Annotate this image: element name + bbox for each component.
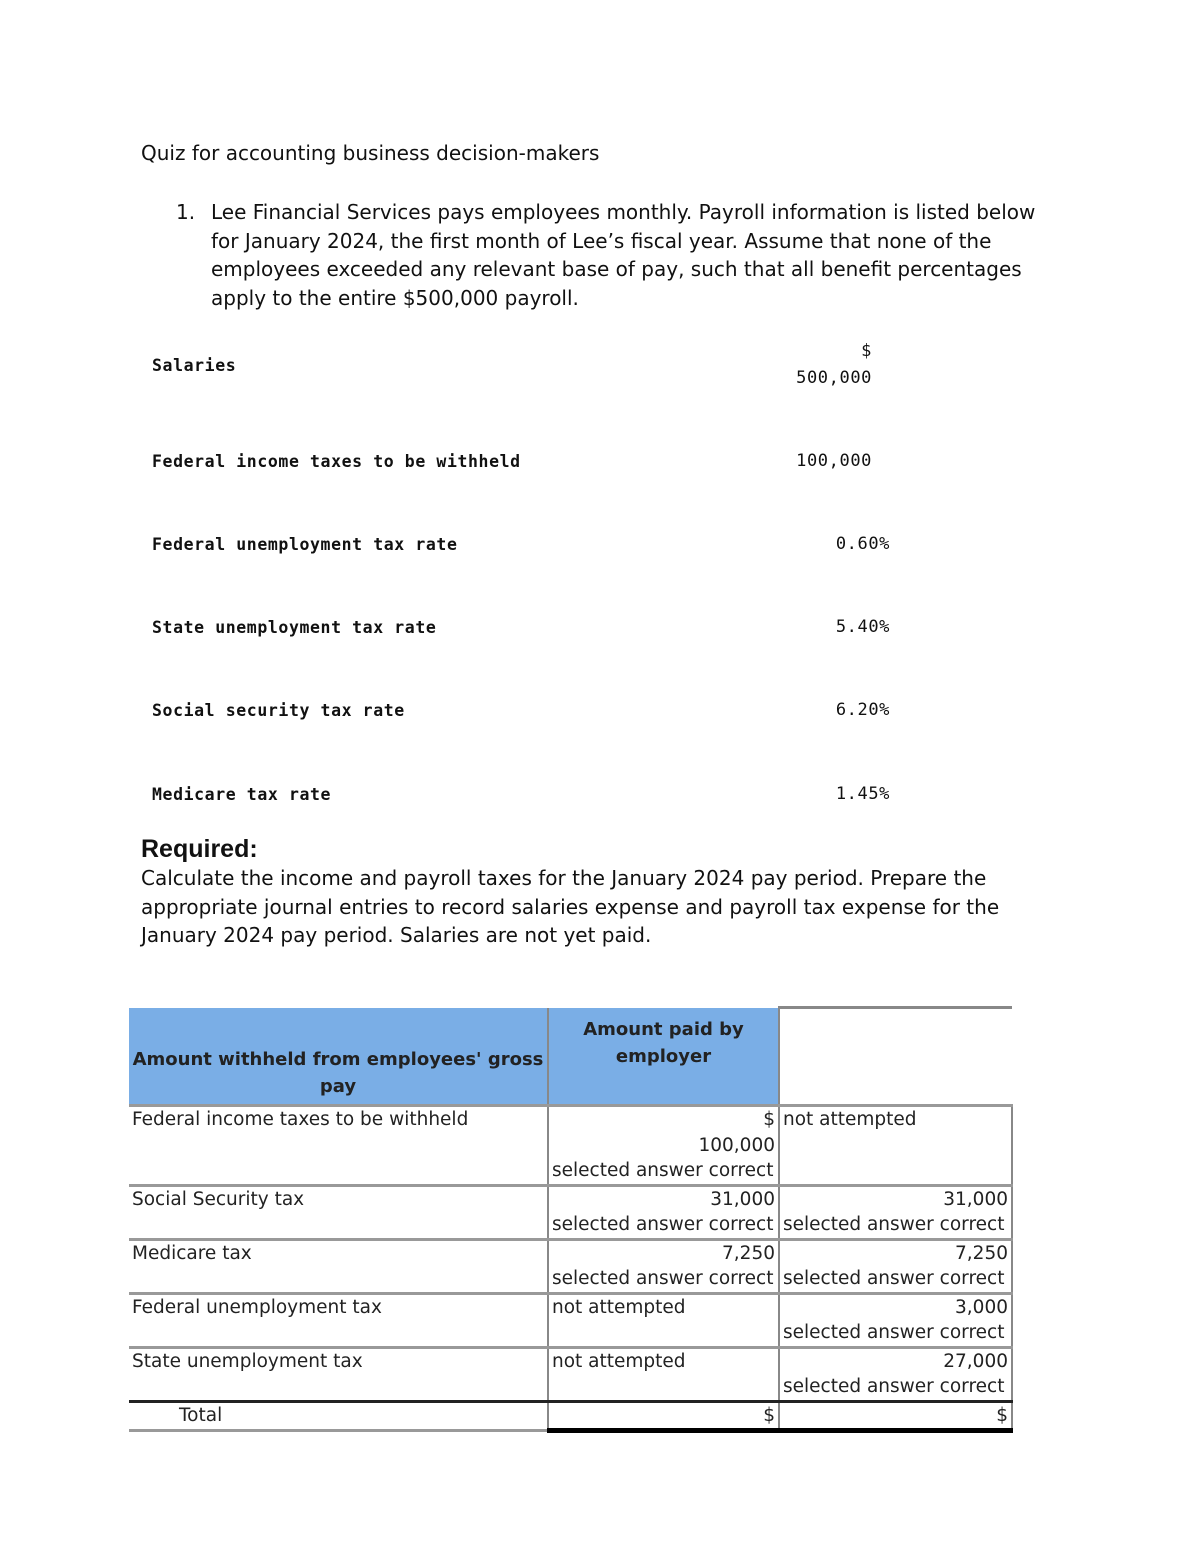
- info-label-futa-rate: Federal unemployment tax rate: [152, 535, 458, 554]
- question-text: Lee Financial Services pays employees monthly. Payroll information is listed below for January 2024, the first month of Lee’s fiscal year. Assume that none of the employees exceeded any relevant base of pay, such that all benefit percentages apply to the entire $500,000 payroll.: [211, 200, 1036, 310]
- employer-amount: 31,000: [943, 1188, 1008, 1210]
- answer-status: selected answer correct: [783, 1376, 1005, 1397]
- table-row: [129, 1293, 1012, 1347]
- payroll-tax-answer-table: [129, 1006, 1013, 1433]
- employer-amount: not attempted: [783, 1109, 917, 1130]
- currency-symbol: $: [763, 1109, 775, 1130]
- withheld-amount: 31,000: [710, 1188, 775, 1210]
- employer-amount: 3,000: [955, 1296, 1008, 1318]
- withheld-cell[interactable]: [548, 1347, 779, 1401]
- info-label-salaries: Salaries: [152, 356, 237, 375]
- row-label: Federal unemployment tax: [129, 1293, 548, 1347]
- total-withheld-cell[interactable]: [548, 1401, 779, 1430]
- info-label-medicare-rate: Medicare tax rate: [152, 785, 332, 804]
- row-label: Social Security tax: [129, 1185, 548, 1239]
- row-label: Federal income taxes to be withheld: [129, 1106, 548, 1186]
- answer-status: selected answer correct: [783, 1214, 1005, 1235]
- question-1: [176, 198, 1056, 312]
- employer-cell[interactable]: [779, 1347, 1012, 1401]
- answer-status: selected answer correct: [552, 1160, 774, 1181]
- withheld-amount: 7,250: [722, 1242, 775, 1264]
- required-text: Calculate the income and payroll taxes for the January 2024 pay period. Prepare the appropriate journal entries to record salaries expense and payroll tax expense for the January 2024 pay period. Salaries are not yet paid.: [141, 866, 1000, 948]
- employer-amount: 7,250: [955, 1242, 1008, 1264]
- info-value-medicare-rate: 1.45%: [835, 784, 890, 804]
- withheld-cell[interactable]: [548, 1293, 779, 1347]
- info-value-futa-rate: 0.60%: [835, 534, 890, 554]
- employer-cell[interactable]: [779, 1185, 1012, 1239]
- table-row: [129, 1347, 1012, 1401]
- info-label-social-security-rate: Social security tax rate: [152, 701, 405, 720]
- info-value-federal-income-tax: 100,000: [796, 451, 872, 471]
- row-label: Medicare tax: [129, 1239, 548, 1293]
- withheld-amount: 100,000: [698, 1134, 775, 1156]
- employer-cell[interactable]: [779, 1239, 1012, 1293]
- withheld-cell[interactable]: [548, 1185, 779, 1239]
- total-employer-cell[interactable]: [779, 1401, 1012, 1430]
- withheld-cell[interactable]: [548, 1106, 779, 1186]
- info-currency-salaries: $: [861, 341, 872, 361]
- employer-cell[interactable]: [779, 1293, 1012, 1347]
- total-label: Total: [129, 1401, 548, 1430]
- question-number: 1.: [176, 200, 196, 224]
- info-value-salaries: 500,000: [796, 368, 872, 388]
- currency-symbol: $: [763, 1404, 775, 1426]
- employer-amount: 27,000: [943, 1350, 1008, 1372]
- required-heading: Required:: [141, 835, 258, 863]
- document-title: Quiz for accounting business decision-makers: [141, 141, 600, 165]
- answer-status: selected answer correct: [552, 1268, 774, 1289]
- info-value-suta-rate: 5.40%: [835, 617, 890, 637]
- table-row: [129, 1185, 1012, 1239]
- header-employer: Amount paid by employer: [548, 1008, 779, 1106]
- answer-status: selected answer correct: [552, 1214, 774, 1235]
- header-blank: [779, 1008, 1012, 1106]
- table-row: [129, 1239, 1012, 1293]
- table-row: [129, 1106, 1012, 1186]
- withheld-amount: not attempted: [552, 1350, 686, 1372]
- answer-status: selected answer correct: [783, 1322, 1005, 1343]
- withheld-cell[interactable]: [548, 1239, 779, 1293]
- header-withheld: Amount withheld from employees' gross pay: [129, 1008, 548, 1106]
- info-value-social-security-rate: 6.20%: [835, 700, 890, 720]
- row-label: State unemployment tax: [129, 1347, 548, 1401]
- info-label-suta-rate: State unemployment tax rate: [152, 618, 437, 637]
- employer-cell[interactable]: [779, 1106, 1012, 1186]
- info-label-federal-income-tax: Federal income taxes to be withheld: [152, 452, 521, 471]
- withheld-amount: not attempted: [552, 1296, 686, 1318]
- currency-symbol: $: [996, 1404, 1008, 1426]
- total-row: [129, 1401, 1012, 1430]
- answer-status: selected answer correct: [783, 1268, 1005, 1289]
